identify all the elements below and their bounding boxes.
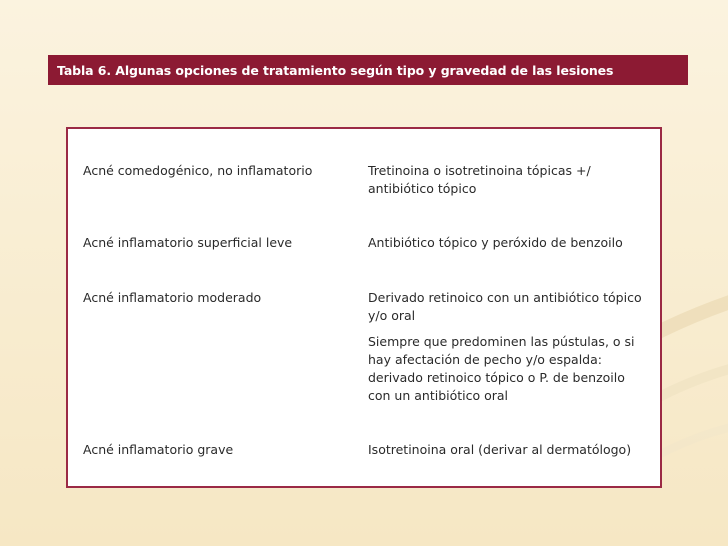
condition-cell-2: Acné inflamatorio superficial leve: [83, 235, 293, 250]
treatment-line: Isotretinoina oral (derivar al dermatólogo): [368, 442, 632, 457]
condition-cell-3: Acné inflamatorio moderado: [83, 290, 262, 305]
treatment-cell-3: [368, 289, 658, 325]
treatment-line: Derivado retinoico con un antibiótico tópico: [368, 290, 642, 305]
treatment-cell-1: [368, 162, 658, 198]
treatment-cell-2: [368, 234, 658, 252]
note-line: Siempre que predominen las pústulas, o si: [368, 334, 635, 349]
treatment-note-3: [368, 333, 658, 405]
note-line: derivado retinoico tópico o P. de benzoilo: [368, 370, 625, 385]
treatment-line: Tretinoina o isotretinoina tópicas +/: [368, 163, 591, 178]
treatment-cell-4: [368, 441, 658, 459]
note-line: hay afectación de pecho y/o espalda:: [368, 352, 602, 367]
condition-cell-4: Acné inflamatorio grave: [83, 442, 234, 457]
table-title-bar: [48, 55, 688, 85]
treatment-line: antibiótico tópico: [368, 181, 477, 196]
condition-cell-1: Acné comedogénico, no inflamatorio: [83, 163, 313, 178]
table-title: Tabla 6. Algunas opciones de tratamiento según tipo y gravedad de las lesiones: [57, 62, 614, 78]
treatment-line: Antibiótico tópico y peróxido de benzoilo: [368, 235, 623, 250]
treatment-table: [66, 127, 662, 488]
treatment-line: y/o oral: [368, 308, 416, 323]
note-line: con un antibiótico oral: [368, 388, 509, 403]
